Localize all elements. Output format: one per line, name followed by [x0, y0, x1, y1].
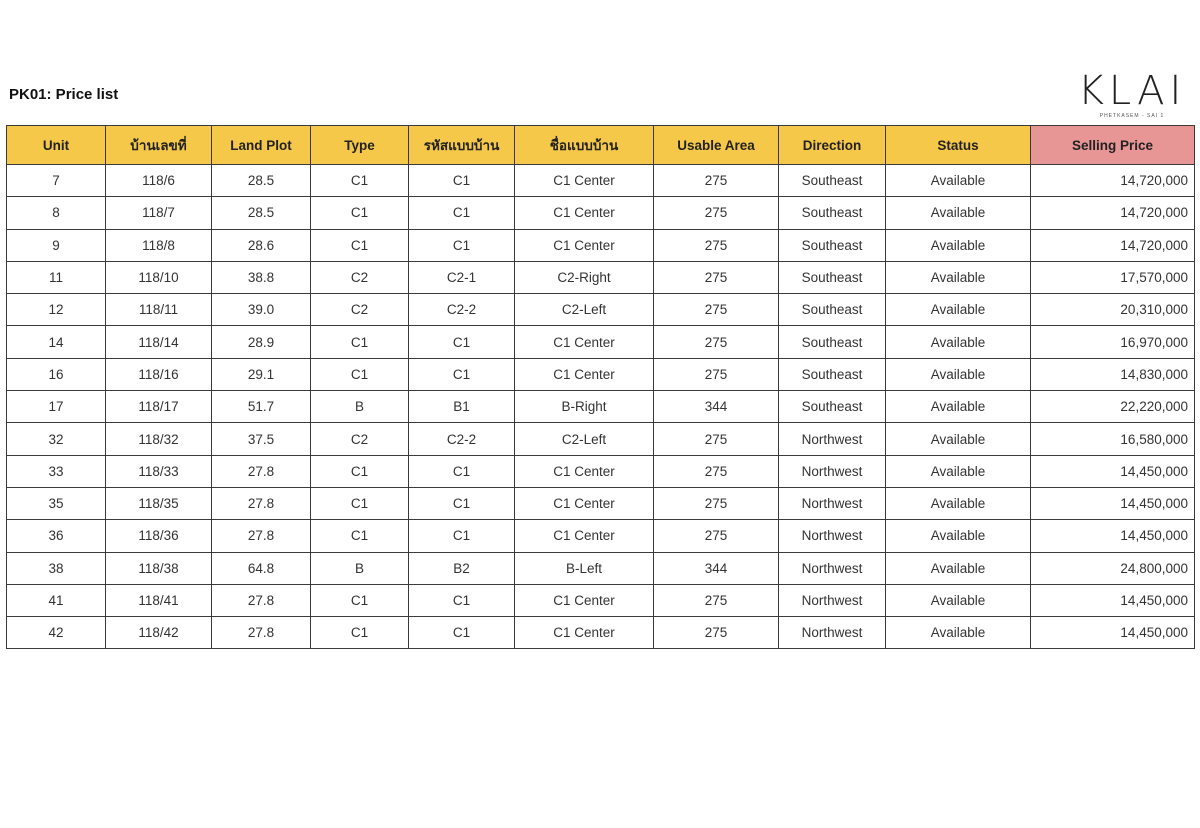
cell-unit: 42: [7, 617, 106, 649]
table-row: [7, 358, 1195, 390]
cell-selling-price: 14,450,000: [1031, 487, 1195, 519]
logo-wordmark: KLAI: [1077, 68, 1187, 114]
logo-subtext: PHETKASEM - SAI 1: [1099, 113, 1165, 119]
cell-land-plot: 27.8: [212, 617, 311, 649]
cell-status: Available: [886, 423, 1031, 455]
cell-unit: 7: [7, 165, 106, 197]
cell-usable-area: 275: [654, 584, 779, 616]
cell-direction: Southeast: [779, 294, 886, 326]
cell-unit: 11: [7, 261, 106, 293]
cell-type: C1: [311, 197, 409, 229]
cell-house-code: C1: [409, 165, 515, 197]
cell-type: C1: [311, 520, 409, 552]
cell-type: C1: [311, 165, 409, 197]
cell-house-number: 118/41: [106, 584, 212, 616]
cell-house-code: B2: [409, 552, 515, 584]
cell-direction: Northwest: [779, 584, 886, 616]
cell-selling-price: 14,450,000: [1031, 584, 1195, 616]
cell-land-plot: 28.6: [212, 229, 311, 261]
cell-house-number: 118/36: [106, 520, 212, 552]
table-row: [7, 197, 1195, 229]
cell-direction: Northwest: [779, 520, 886, 552]
cell-usable-area: 344: [654, 391, 779, 423]
table-row: [7, 423, 1195, 455]
cell-house-number: 118/42: [106, 617, 212, 649]
cell-direction: Southeast: [779, 197, 886, 229]
cell-unit: 41: [7, 584, 106, 616]
cell-unit: 16: [7, 358, 106, 390]
table-row: [7, 552, 1195, 584]
table-body: [7, 165, 1195, 649]
cell-house-model: C1 Center: [515, 455, 654, 487]
cell-land-plot: 27.8: [212, 584, 311, 616]
cell-selling-price: 17,570,000: [1031, 261, 1195, 293]
cell-selling-price: 14,720,000: [1031, 229, 1195, 261]
cell-house-code: C1: [409, 487, 515, 519]
cell-house-model: C1 Center: [515, 520, 654, 552]
cell-unit: 8: [7, 197, 106, 229]
cell-house-model: C1 Center: [515, 617, 654, 649]
cell-land-plot: 51.7: [212, 391, 311, 423]
cell-selling-price: 14,720,000: [1031, 197, 1195, 229]
cell-usable-area: 275: [654, 294, 779, 326]
cell-land-plot: 64.8: [212, 552, 311, 584]
cell-direction: Southeast: [779, 229, 886, 261]
cell-status: Available: [886, 261, 1031, 293]
cell-house-number: 118/14: [106, 326, 212, 358]
table-row: [7, 391, 1195, 423]
cell-type: C2: [311, 261, 409, 293]
column-header-selling-price: Selling Price: [1031, 126, 1195, 165]
cell-house-code: C1: [409, 617, 515, 649]
cell-status: Available: [886, 197, 1031, 229]
cell-status: Available: [886, 294, 1031, 326]
cell-land-plot: 39.0: [212, 294, 311, 326]
cell-status: Available: [886, 617, 1031, 649]
cell-type: B: [311, 391, 409, 423]
cell-usable-area: 275: [654, 617, 779, 649]
cell-house-code: C1: [409, 584, 515, 616]
cell-status: Available: [886, 391, 1031, 423]
cell-selling-price: 20,310,000: [1031, 294, 1195, 326]
cell-usable-area: 344: [654, 552, 779, 584]
table-row: [7, 326, 1195, 358]
cell-type: C1: [311, 617, 409, 649]
table-row: [7, 487, 1195, 519]
cell-usable-area: 275: [654, 487, 779, 519]
cell-unit: 17: [7, 391, 106, 423]
cell-status: Available: [886, 326, 1031, 358]
cell-status: Available: [886, 552, 1031, 584]
cell-house-code: C1: [409, 520, 515, 552]
table-row: [7, 165, 1195, 197]
table-row: [7, 229, 1195, 261]
table-row: [7, 294, 1195, 326]
cell-house-number: 118/35: [106, 487, 212, 519]
table-header: [7, 126, 1195, 165]
cell-direction: Northwest: [779, 617, 886, 649]
cell-type: C2: [311, 423, 409, 455]
table-row: [7, 520, 1195, 552]
cell-direction: Southeast: [779, 358, 886, 390]
cell-house-number: 118/8: [106, 229, 212, 261]
cell-usable-area: 275: [654, 423, 779, 455]
cell-house-model: C1 Center: [515, 165, 654, 197]
cell-unit: 9: [7, 229, 106, 261]
cell-usable-area: 275: [654, 358, 779, 390]
cell-direction: Northwest: [779, 487, 886, 519]
column-header-usable-area: Usable Area: [654, 126, 779, 165]
cell-type: C1: [311, 487, 409, 519]
cell-direction: Northwest: [779, 455, 886, 487]
cell-status: Available: [886, 165, 1031, 197]
column-header-unit: Unit: [7, 126, 106, 165]
table-row: [7, 455, 1195, 487]
cell-house-model: C1 Center: [515, 326, 654, 358]
price-list-table: [6, 125, 1195, 649]
cell-type: C1: [311, 455, 409, 487]
cell-house-model: C2-Right: [515, 261, 654, 293]
cell-type: C1: [311, 358, 409, 390]
cell-house-code: C2-2: [409, 294, 515, 326]
cell-unit: 33: [7, 455, 106, 487]
cell-house-code: C1: [409, 197, 515, 229]
cell-type: C1: [311, 584, 409, 616]
cell-house-code: C1: [409, 326, 515, 358]
cell-usable-area: 275: [654, 165, 779, 197]
table-row: [7, 617, 1195, 649]
cell-selling-price: 14,450,000: [1031, 617, 1195, 649]
cell-direction: Southeast: [779, 326, 886, 358]
cell-direction: Southeast: [779, 261, 886, 293]
cell-selling-price: 22,220,000: [1031, 391, 1195, 423]
cell-direction: Northwest: [779, 552, 886, 584]
cell-house-number: 118/11: [106, 294, 212, 326]
cell-unit: 35: [7, 487, 106, 519]
page-title: PK01: Price list: [9, 86, 119, 103]
cell-house-model: C1 Center: [515, 229, 654, 261]
cell-unit: 32: [7, 423, 106, 455]
cell-land-plot: 37.5: [212, 423, 311, 455]
column-header-house-model: ชื่อแบบบ้าน: [515, 126, 654, 165]
cell-unit: 36: [7, 520, 106, 552]
column-header-house-code: รหัสแบบบ้าน: [409, 126, 515, 165]
cell-house-number: 118/6: [106, 165, 212, 197]
cell-house-model: C1 Center: [515, 358, 654, 390]
cell-house-code: C1: [409, 229, 515, 261]
cell-selling-price: 14,450,000: [1031, 520, 1195, 552]
column-header-status: Status: [886, 126, 1031, 165]
cell-land-plot: 27.8: [212, 455, 311, 487]
cell-house-number: 118/16: [106, 358, 212, 390]
cell-selling-price: 14,450,000: [1031, 455, 1195, 487]
column-header-direction: Direction: [779, 126, 886, 165]
cell-selling-price: 14,720,000: [1031, 165, 1195, 197]
cell-direction: Southeast: [779, 391, 886, 423]
cell-house-model: B-Right: [515, 391, 654, 423]
cell-status: Available: [886, 520, 1031, 552]
cell-selling-price: 14,830,000: [1031, 358, 1195, 390]
header-row: [7, 126, 1195, 165]
cell-direction: Southeast: [779, 165, 886, 197]
cell-unit: 14: [7, 326, 106, 358]
cell-type: B: [311, 552, 409, 584]
cell-selling-price: 16,970,000: [1031, 326, 1195, 358]
cell-house-code: C2-1: [409, 261, 515, 293]
cell-type: C1: [311, 326, 409, 358]
table-row: [7, 261, 1195, 293]
cell-house-model: C1 Center: [515, 487, 654, 519]
cell-house-model: C1 Center: [515, 584, 654, 616]
cell-house-code: B1: [409, 391, 515, 423]
column-header-land-plot: Land Plot: [212, 126, 311, 165]
brand-logo: [1076, 70, 1188, 119]
cell-house-code: C2-2: [409, 423, 515, 455]
cell-land-plot: 29.1: [212, 358, 311, 390]
cell-unit: 12: [7, 294, 106, 326]
cell-house-code: C1: [409, 358, 515, 390]
cell-house-number: 118/17: [106, 391, 212, 423]
cell-house-model: C2-Left: [515, 423, 654, 455]
cell-usable-area: 275: [654, 229, 779, 261]
cell-status: Available: [886, 229, 1031, 261]
cell-selling-price: 24,800,000: [1031, 552, 1195, 584]
cell-house-number: 118/32: [106, 423, 212, 455]
cell-status: Available: [886, 487, 1031, 519]
column-header-type: Type: [311, 126, 409, 165]
cell-usable-area: 275: [654, 261, 779, 293]
cell-usable-area: 275: [654, 455, 779, 487]
cell-house-code: C1: [409, 455, 515, 487]
cell-land-plot: 27.8: [212, 487, 311, 519]
cell-usable-area: 275: [654, 326, 779, 358]
cell-usable-area: 275: [654, 520, 779, 552]
cell-land-plot: 28.9: [212, 326, 311, 358]
cell-usable-area: 275: [654, 197, 779, 229]
cell-house-model: B-Left: [515, 552, 654, 584]
cell-type: C1: [311, 229, 409, 261]
cell-house-number: 118/10: [106, 261, 212, 293]
cell-land-plot: 38.8: [212, 261, 311, 293]
cell-status: Available: [886, 358, 1031, 390]
cell-selling-price: 16,580,000: [1031, 423, 1195, 455]
cell-house-model: C1 Center: [515, 197, 654, 229]
cell-house-number: 118/38: [106, 552, 212, 584]
cell-land-plot: 27.8: [212, 520, 311, 552]
cell-house-number: 118/7: [106, 197, 212, 229]
cell-direction: Northwest: [779, 423, 886, 455]
cell-type: C2: [311, 294, 409, 326]
cell-land-plot: 28.5: [212, 197, 311, 229]
table-row: [7, 584, 1195, 616]
cell-unit: 38: [7, 552, 106, 584]
cell-house-model: C2-Left: [515, 294, 654, 326]
column-header-house-number: บ้านเลขที่: [106, 126, 212, 165]
cell-house-number: 118/33: [106, 455, 212, 487]
cell-status: Available: [886, 455, 1031, 487]
cell-land-plot: 28.5: [212, 165, 311, 197]
cell-status: Available: [886, 584, 1031, 616]
